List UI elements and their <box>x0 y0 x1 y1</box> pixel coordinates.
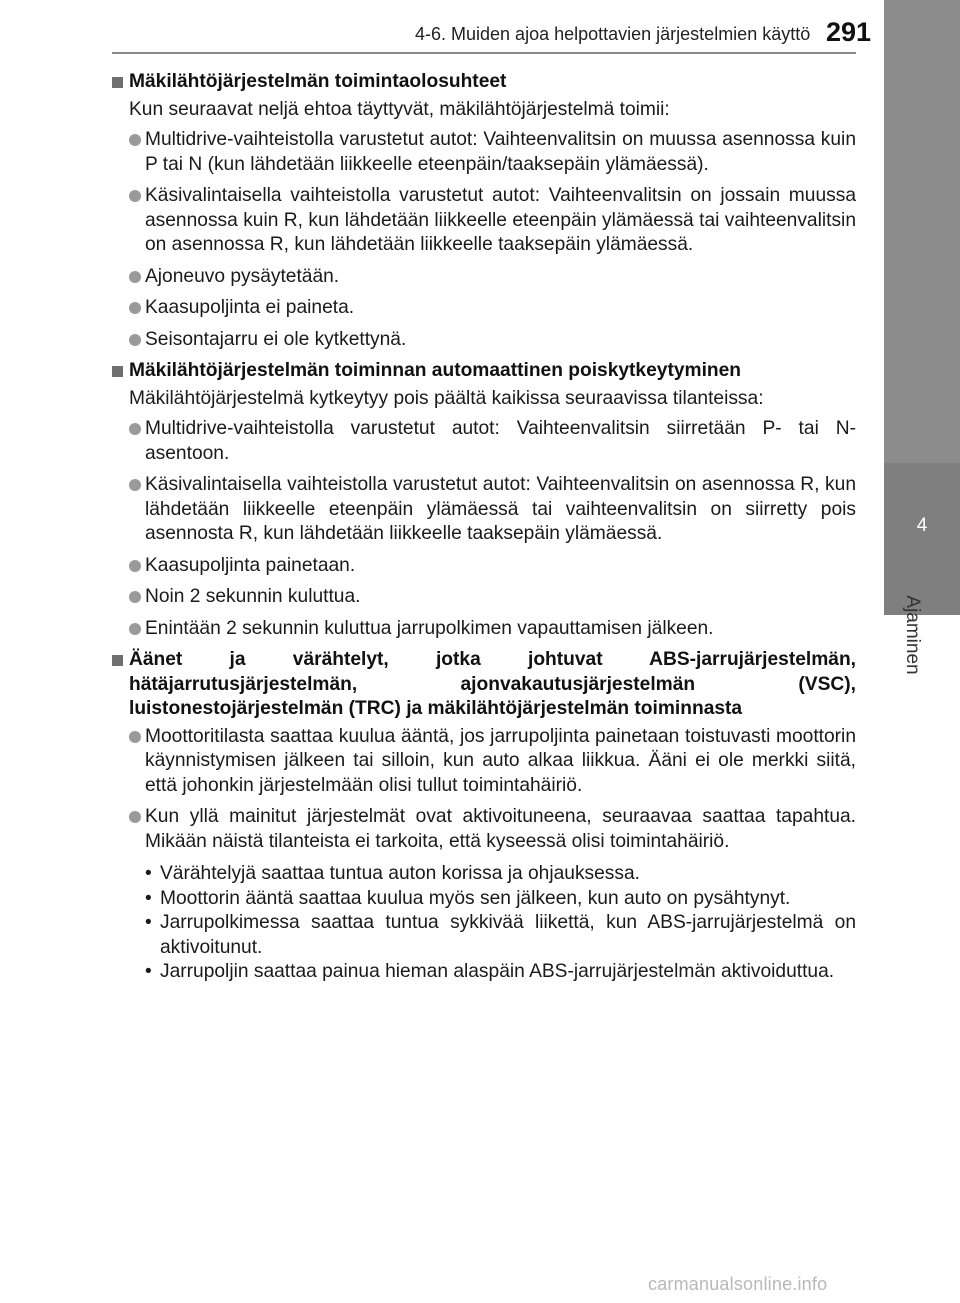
chapter-label <box>884 575 940 695</box>
circle-bullet-icon <box>129 811 141 823</box>
section-intro: Mäkilähtöjärjestelmä kytkeytyy pois päältä kaikissa seuraavissa tilanteissa: <box>129 387 764 409</box>
section-intro: Kun seuraavat neljä ehtoa täyttyvät, mäkilähtöjärjestelmä toimii: <box>129 98 670 120</box>
circle-bullet-icon <box>129 190 141 202</box>
header-divider <box>112 52 856 54</box>
square-bullet-icon <box>112 366 123 377</box>
list-item: Noin 2 sekunnin kuluttua. <box>112 585 856 610</box>
section-heading: Äänet ja värähtelyt, jotka johtuvat ABS-jarrujärjestelmän, hätäjarrutusjärjestelmän, ajonvakautusjärjestelmän (VSC), luistonestojärjestelmän (TRC) ja mäkilähtöjärjestelmän toiminnasta <box>112 648 856 722</box>
section-automatic-deactivation <box>112 359 856 641</box>
page-number: 291 <box>826 17 872 47</box>
page-content <box>112 70 856 985</box>
list-item: Seisontajarru ei ole kytkettynä. <box>112 328 856 353</box>
list-item: Käsivalintaisella vaihteistolla varustetut autot: Vaihteenvalitsin on asennossa R, kun lähdetään liikkeelle eteenpäin ylämäessä tai vaihteenvalitsin on siirretty pois asennosta R, kun lähdetään liikkeelle taaksepäin ylämäessä. <box>112 473 856 547</box>
page-header <box>0 0 960 52</box>
bullet-icon: • <box>145 912 152 933</box>
circle-bullet-icon <box>129 623 141 635</box>
list-item: Moottoritilasta saattaa kuulua ääntä, jos jarrupoljinta painetaan toistuvasti moottorin käynnistymisen jälkeen tai silloin, kun auto alkaa liikkua. Ääni ei ole merkki siitä, että johonkin järjestelmään olisi tullut toimintahäiriö. <box>112 725 856 799</box>
list-item: Käsivalintaisella vaihteistolla varustetut autot: Vaihteenvalitsin on jossain muussa asennossa kuin R, kun lähdetään liikkeelle eteenpäin ylämäessä tai vaihteenvalitsin on asennossa R, kun lähdetään liikkeelle taaksepäin ylämäessä. <box>112 184 856 258</box>
list-item: Multidrive-vaihteistolla varustetut autot: Vaihteenvalitsin siirretään P- tai N-asentoon. <box>112 417 856 466</box>
list-item: Multidrive-vaihteistolla varustetut autot: Vaihteenvalitsin on muussa asennossa kuin P tai N (kun lähdetään liikkeelle eteenpäin/taaksepäin ylämäessä). <box>112 128 856 177</box>
square-bullet-icon <box>112 655 123 666</box>
site-watermark: carmanualsonline.info <box>648 1274 828 1294</box>
sub-list-item: • Moottorin ääntä saattaa kuulua myös sen jälkeen, kun auto on pysähtynyt. <box>112 887 856 912</box>
circle-bullet-icon <box>129 479 141 491</box>
bullet-icon: • <box>145 961 152 982</box>
circle-bullet-icon <box>129 271 141 283</box>
square-bullet-icon <box>112 77 123 88</box>
list-item: Kaasupoljinta painetaan. <box>112 554 856 579</box>
list-item: Enintään 2 sekunnin kuluttua jarrupolkimen vapauttamisen jälkeen. <box>112 617 856 642</box>
sub-list-item: • Värähtelyjä saattaa tuntua auton korissa ja ohjauksessa. <box>112 862 856 887</box>
bullet-icon: • <box>145 863 152 884</box>
section-operating-conditions <box>112 70 856 352</box>
sub-list-item: • Jarrupolkimessa saattaa tuntua sykkivää liikettä, kun ABS-jarrujärjestelmä on aktivoitunut. <box>145 912 856 958</box>
chapter-label-text: Ajaminen <box>902 595 923 675</box>
section-heading: Mäkilähtöjärjestelmän toiminnan automaattinen poiskytkeytyminen <box>112 359 856 384</box>
list-item: Kaasupoljinta ei paineta. <box>112 296 856 321</box>
circle-bullet-icon <box>129 423 141 435</box>
side-bar <box>884 0 960 463</box>
chapter-number: 4 <box>916 515 928 536</box>
bullet-icon: • <box>145 887 152 909</box>
section-sounds-vibrations <box>112 648 856 985</box>
circle-bullet-icon <box>129 134 141 146</box>
circle-bullet-icon <box>129 302 141 314</box>
circle-bullet-icon <box>129 731 141 743</box>
list-item: Kun yllä mainitut järjestelmät ovat aktivoituneena, seuraavaa saattaa tapahtua. Mikään näistä tilanteista ei tarkoita, että kyseessä olisi toimintahäiriö. <box>112 805 856 854</box>
circle-bullet-icon <box>129 591 141 603</box>
circle-bullet-icon <box>129 560 141 572</box>
sub-list-item: • Jarrupoljin saattaa painua hieman alaspäin ABS-jarrujärjestelmän aktivoiduttua. <box>112 960 856 985</box>
sub-list <box>112 862 856 985</box>
chapter-title: 4-6. Muiden ajoa helpottavien järjestelmien käyttö <box>415 24 811 44</box>
list-item: Ajoneuvo pysäytetään. <box>112 265 856 290</box>
section-heading: Mäkilähtöjärjestelmän toimintaolosuhteet <box>112 70 856 95</box>
circle-bullet-icon <box>129 334 141 346</box>
